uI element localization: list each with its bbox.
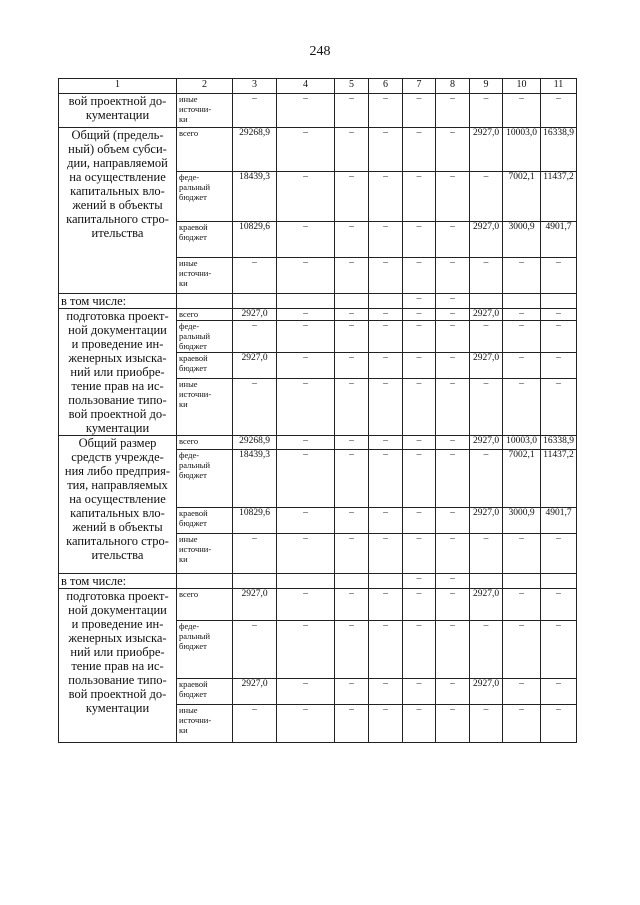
- value-cell: –: [233, 258, 277, 294]
- value-cell: –: [369, 705, 403, 743]
- value-cell: –: [335, 128, 369, 172]
- value-cell: –: [503, 258, 541, 294]
- source-cell: всего: [177, 128, 233, 172]
- value-cell: 18439,3: [233, 172, 277, 222]
- column-header: 3: [233, 79, 277, 94]
- row-label: подготовка проект- ной документации и проведение ин- женерных изыска- ний или приобре- тение прав на ис- пользование типо- вой проектной до- кументации: [59, 589, 177, 743]
- value-cell: 2927,0: [470, 679, 503, 705]
- value-cell: 16338,9: [541, 436, 577, 450]
- row-label: Общий размер средств учрежде- ния либо предприя- тия, направляемых на осуществление капитальных вло- жений в объекты капитального стро- ительства: [59, 436, 177, 574]
- value-cell: 2927,0: [470, 309, 503, 321]
- value-cell: –: [335, 436, 369, 450]
- value-cell: –: [277, 352, 335, 378]
- value-cell: –: [335, 379, 369, 436]
- source-cell: всего: [177, 309, 233, 321]
- value-cell: –: [369, 258, 403, 294]
- value-cell: [470, 294, 503, 309]
- source-cell: иные источни- ки: [177, 379, 233, 436]
- source-cell: иные источни- ки: [177, 534, 233, 574]
- value-cell: –: [436, 705, 470, 743]
- value-cell: –: [470, 321, 503, 352]
- value-cell: –: [541, 534, 577, 574]
- value-cell: –: [369, 436, 403, 450]
- value-cell: –: [541, 352, 577, 378]
- table-body: [59, 79, 577, 743]
- value-cell: –: [470, 172, 503, 222]
- source-cell: [177, 294, 233, 309]
- value-cell: –: [403, 222, 436, 258]
- source-cell: всего: [177, 589, 233, 621]
- page-number: 248: [309, 44, 331, 59]
- value-cell: –: [436, 309, 470, 321]
- value-cell: 2927,0: [470, 352, 503, 378]
- row-label: вой проектной до- кументации: [59, 94, 177, 128]
- table-row: [59, 309, 577, 321]
- value-cell: –: [335, 508, 369, 534]
- value-cell: –: [503, 94, 541, 128]
- value-cell: –: [436, 258, 470, 294]
- value-cell: 10829,6: [233, 222, 277, 258]
- value-cell: –: [403, 450, 436, 508]
- column-header: 4: [277, 79, 335, 94]
- value-cell: –: [436, 534, 470, 574]
- value-cell: –: [436, 589, 470, 621]
- value-cell: –: [503, 534, 541, 574]
- value-cell: –: [436, 94, 470, 128]
- source-cell: иные источни- ки: [177, 258, 233, 294]
- value-cell: –: [369, 379, 403, 436]
- table-row: [59, 128, 577, 172]
- value-cell: –: [277, 172, 335, 222]
- value-cell: [335, 574, 369, 589]
- header-row: [59, 79, 577, 94]
- value-cell: –: [436, 574, 470, 589]
- value-cell: –: [233, 321, 277, 352]
- value-cell: [369, 294, 403, 309]
- value-cell: 16338,9: [541, 128, 577, 172]
- value-cell: –: [503, 679, 541, 705]
- value-cell: –: [470, 621, 503, 679]
- value-cell: –: [436, 172, 470, 222]
- row-label: Общий (предель- ный) объем субси- дии, направляемой на осуществление капитальных вло- жений в объекты капитального стро- ительства: [59, 128, 177, 294]
- value-cell: –: [436, 450, 470, 508]
- value-cell: –: [335, 258, 369, 294]
- value-cell: –: [470, 705, 503, 743]
- value-cell: –: [335, 534, 369, 574]
- value-cell: –: [369, 621, 403, 679]
- column-header: 9: [470, 79, 503, 94]
- value-cell: 7002,1: [503, 450, 541, 508]
- source-cell: феде- ральный бюджет: [177, 172, 233, 222]
- table-row: [59, 574, 577, 589]
- value-cell: [541, 294, 577, 309]
- value-cell: –: [436, 508, 470, 534]
- value-cell: –: [277, 621, 335, 679]
- value-cell: –: [335, 222, 369, 258]
- value-cell: –: [403, 352, 436, 378]
- source-cell: краевой бюджет: [177, 508, 233, 534]
- value-cell: 10003,0: [503, 128, 541, 172]
- value-cell: –: [369, 172, 403, 222]
- value-cell: –: [470, 450, 503, 508]
- column-header: 2: [177, 79, 233, 94]
- value-cell: –: [335, 679, 369, 705]
- value-cell: –: [541, 589, 577, 621]
- value-cell: –: [277, 436, 335, 450]
- value-cell: –: [369, 534, 403, 574]
- value-cell: –: [436, 321, 470, 352]
- value-cell: 2927,0: [470, 222, 503, 258]
- value-cell: 2927,0: [470, 508, 503, 534]
- value-cell: –: [541, 679, 577, 705]
- value-cell: –: [277, 534, 335, 574]
- value-cell: 2927,0: [470, 128, 503, 172]
- value-cell: –: [503, 705, 541, 743]
- value-cell: 7002,1: [503, 172, 541, 222]
- budget-table: [58, 78, 577, 743]
- value-cell: –: [335, 309, 369, 321]
- value-cell: –: [403, 321, 436, 352]
- value-cell: –: [277, 94, 335, 128]
- value-cell: –: [403, 574, 436, 589]
- value-cell: –: [277, 508, 335, 534]
- value-cell: [369, 574, 403, 589]
- value-cell: [541, 574, 577, 589]
- value-cell: –: [403, 294, 436, 309]
- value-cell: 29268,9: [233, 128, 277, 172]
- value-cell: 3000,9: [503, 222, 541, 258]
- value-cell: –: [503, 321, 541, 352]
- value-cell: –: [470, 258, 503, 294]
- value-cell: [277, 574, 335, 589]
- row-label: подготовка проект- ной документации и проведение ин- женерных изыска- ний или приобре- тение прав на ис- пользование типо- вой проектной до- кументации: [59, 309, 177, 436]
- value-cell: 4901,7: [541, 222, 577, 258]
- table-row: [59, 94, 577, 128]
- value-cell: –: [403, 705, 436, 743]
- value-cell: –: [541, 94, 577, 128]
- value-cell: 2927,0: [233, 589, 277, 621]
- table-row: [59, 294, 577, 309]
- source-cell: феде- ральный бюджет: [177, 321, 233, 352]
- value-cell: –: [403, 589, 436, 621]
- value-cell: –: [403, 508, 436, 534]
- value-cell: –: [369, 352, 403, 378]
- value-cell: –: [436, 436, 470, 450]
- value-cell: –: [369, 309, 403, 321]
- value-cell: –: [403, 309, 436, 321]
- value-cell: [233, 574, 277, 589]
- column-header: 11: [541, 79, 577, 94]
- value-cell: –: [403, 172, 436, 222]
- value-cell: –: [503, 352, 541, 378]
- value-cell: 10829,6: [233, 508, 277, 534]
- value-cell: –: [541, 621, 577, 679]
- value-cell: –: [369, 94, 403, 128]
- value-cell: 2927,0: [233, 352, 277, 378]
- source-cell: иные источни- ки: [177, 705, 233, 743]
- value-cell: –: [503, 589, 541, 621]
- value-cell: –: [233, 705, 277, 743]
- source-cell: феде- ральный бюджет: [177, 450, 233, 508]
- value-cell: –: [335, 172, 369, 222]
- value-cell: [335, 294, 369, 309]
- value-cell: –: [277, 222, 335, 258]
- value-cell: –: [403, 128, 436, 172]
- value-cell: 11437,2: [541, 450, 577, 508]
- value-cell: 2927,0: [470, 589, 503, 621]
- source-cell: иные источни- ки: [177, 94, 233, 128]
- value-cell: –: [335, 450, 369, 508]
- value-cell: –: [335, 621, 369, 679]
- value-cell: –: [436, 294, 470, 309]
- value-cell: –: [335, 352, 369, 378]
- value-cell: –: [277, 679, 335, 705]
- value-cell: –: [369, 450, 403, 508]
- value-cell: –: [369, 128, 403, 172]
- value-cell: –: [403, 379, 436, 436]
- value-cell: 29268,9: [233, 436, 277, 450]
- value-cell: 3000,9: [503, 508, 541, 534]
- source-cell: всего: [177, 436, 233, 450]
- value-cell: 18439,3: [233, 450, 277, 508]
- source-cell: краевой бюджет: [177, 222, 233, 258]
- source-cell: краевой бюджет: [177, 679, 233, 705]
- value-cell: –: [369, 589, 403, 621]
- value-cell: –: [403, 258, 436, 294]
- value-cell: –: [233, 94, 277, 128]
- source-cell: [177, 574, 233, 589]
- value-cell: 11437,2: [541, 172, 577, 222]
- value-cell: –: [436, 621, 470, 679]
- column-header: 7: [403, 79, 436, 94]
- value-cell: –: [403, 436, 436, 450]
- value-cell: –: [403, 94, 436, 128]
- value-cell: –: [335, 589, 369, 621]
- value-cell: –: [233, 534, 277, 574]
- value-cell: –: [335, 94, 369, 128]
- value-cell: –: [436, 128, 470, 172]
- column-header: 10: [503, 79, 541, 94]
- value-cell: –: [277, 589, 335, 621]
- column-header: 5: [335, 79, 369, 94]
- value-cell: [277, 294, 335, 309]
- value-cell: –: [436, 379, 470, 436]
- value-cell: –: [277, 450, 335, 508]
- value-cell: –: [403, 679, 436, 705]
- row-label: в том числе:: [59, 574, 177, 589]
- value-cell: –: [233, 379, 277, 436]
- value-cell: –: [470, 94, 503, 128]
- column-header: 1: [59, 79, 177, 94]
- source-cell: феде- ральный бюджет: [177, 621, 233, 679]
- table-row: [59, 436, 577, 450]
- value-cell: –: [541, 705, 577, 743]
- column-header: 6: [369, 79, 403, 94]
- value-cell: –: [436, 679, 470, 705]
- value-cell: –: [277, 128, 335, 172]
- value-cell: 2927,0: [233, 309, 277, 321]
- value-cell: 2927,0: [470, 436, 503, 450]
- value-cell: –: [541, 258, 577, 294]
- value-cell: –: [403, 534, 436, 574]
- value-cell: –: [436, 222, 470, 258]
- value-cell: –: [436, 352, 470, 378]
- value-cell: [503, 574, 541, 589]
- value-cell: –: [369, 222, 403, 258]
- value-cell: –: [233, 621, 277, 679]
- value-cell: –: [335, 321, 369, 352]
- value-cell: –: [541, 309, 577, 321]
- value-cell: –: [503, 379, 541, 436]
- value-cell: –: [403, 621, 436, 679]
- value-cell: 2927,0: [233, 679, 277, 705]
- value-cell: –: [470, 379, 503, 436]
- column-header: 8: [436, 79, 470, 94]
- value-cell: [233, 294, 277, 309]
- value-cell: –: [335, 705, 369, 743]
- value-cell: [470, 574, 503, 589]
- value-cell: –: [503, 621, 541, 679]
- value-cell: –: [277, 379, 335, 436]
- value-cell: 4901,7: [541, 508, 577, 534]
- value-cell: –: [277, 321, 335, 352]
- value-cell: –: [277, 258, 335, 294]
- value-cell: –: [369, 508, 403, 534]
- row-label: в том числе:: [59, 294, 177, 309]
- value-cell: –: [277, 705, 335, 743]
- value-cell: 10003,0: [503, 436, 541, 450]
- value-cell: –: [541, 321, 577, 352]
- source-cell: краевой бюджет: [177, 352, 233, 378]
- value-cell: –: [369, 679, 403, 705]
- value-cell: –: [470, 534, 503, 574]
- value-cell: [503, 294, 541, 309]
- value-cell: –: [503, 309, 541, 321]
- table-row: [59, 589, 577, 621]
- value-cell: –: [369, 321, 403, 352]
- value-cell: –: [277, 309, 335, 321]
- value-cell: –: [541, 379, 577, 436]
